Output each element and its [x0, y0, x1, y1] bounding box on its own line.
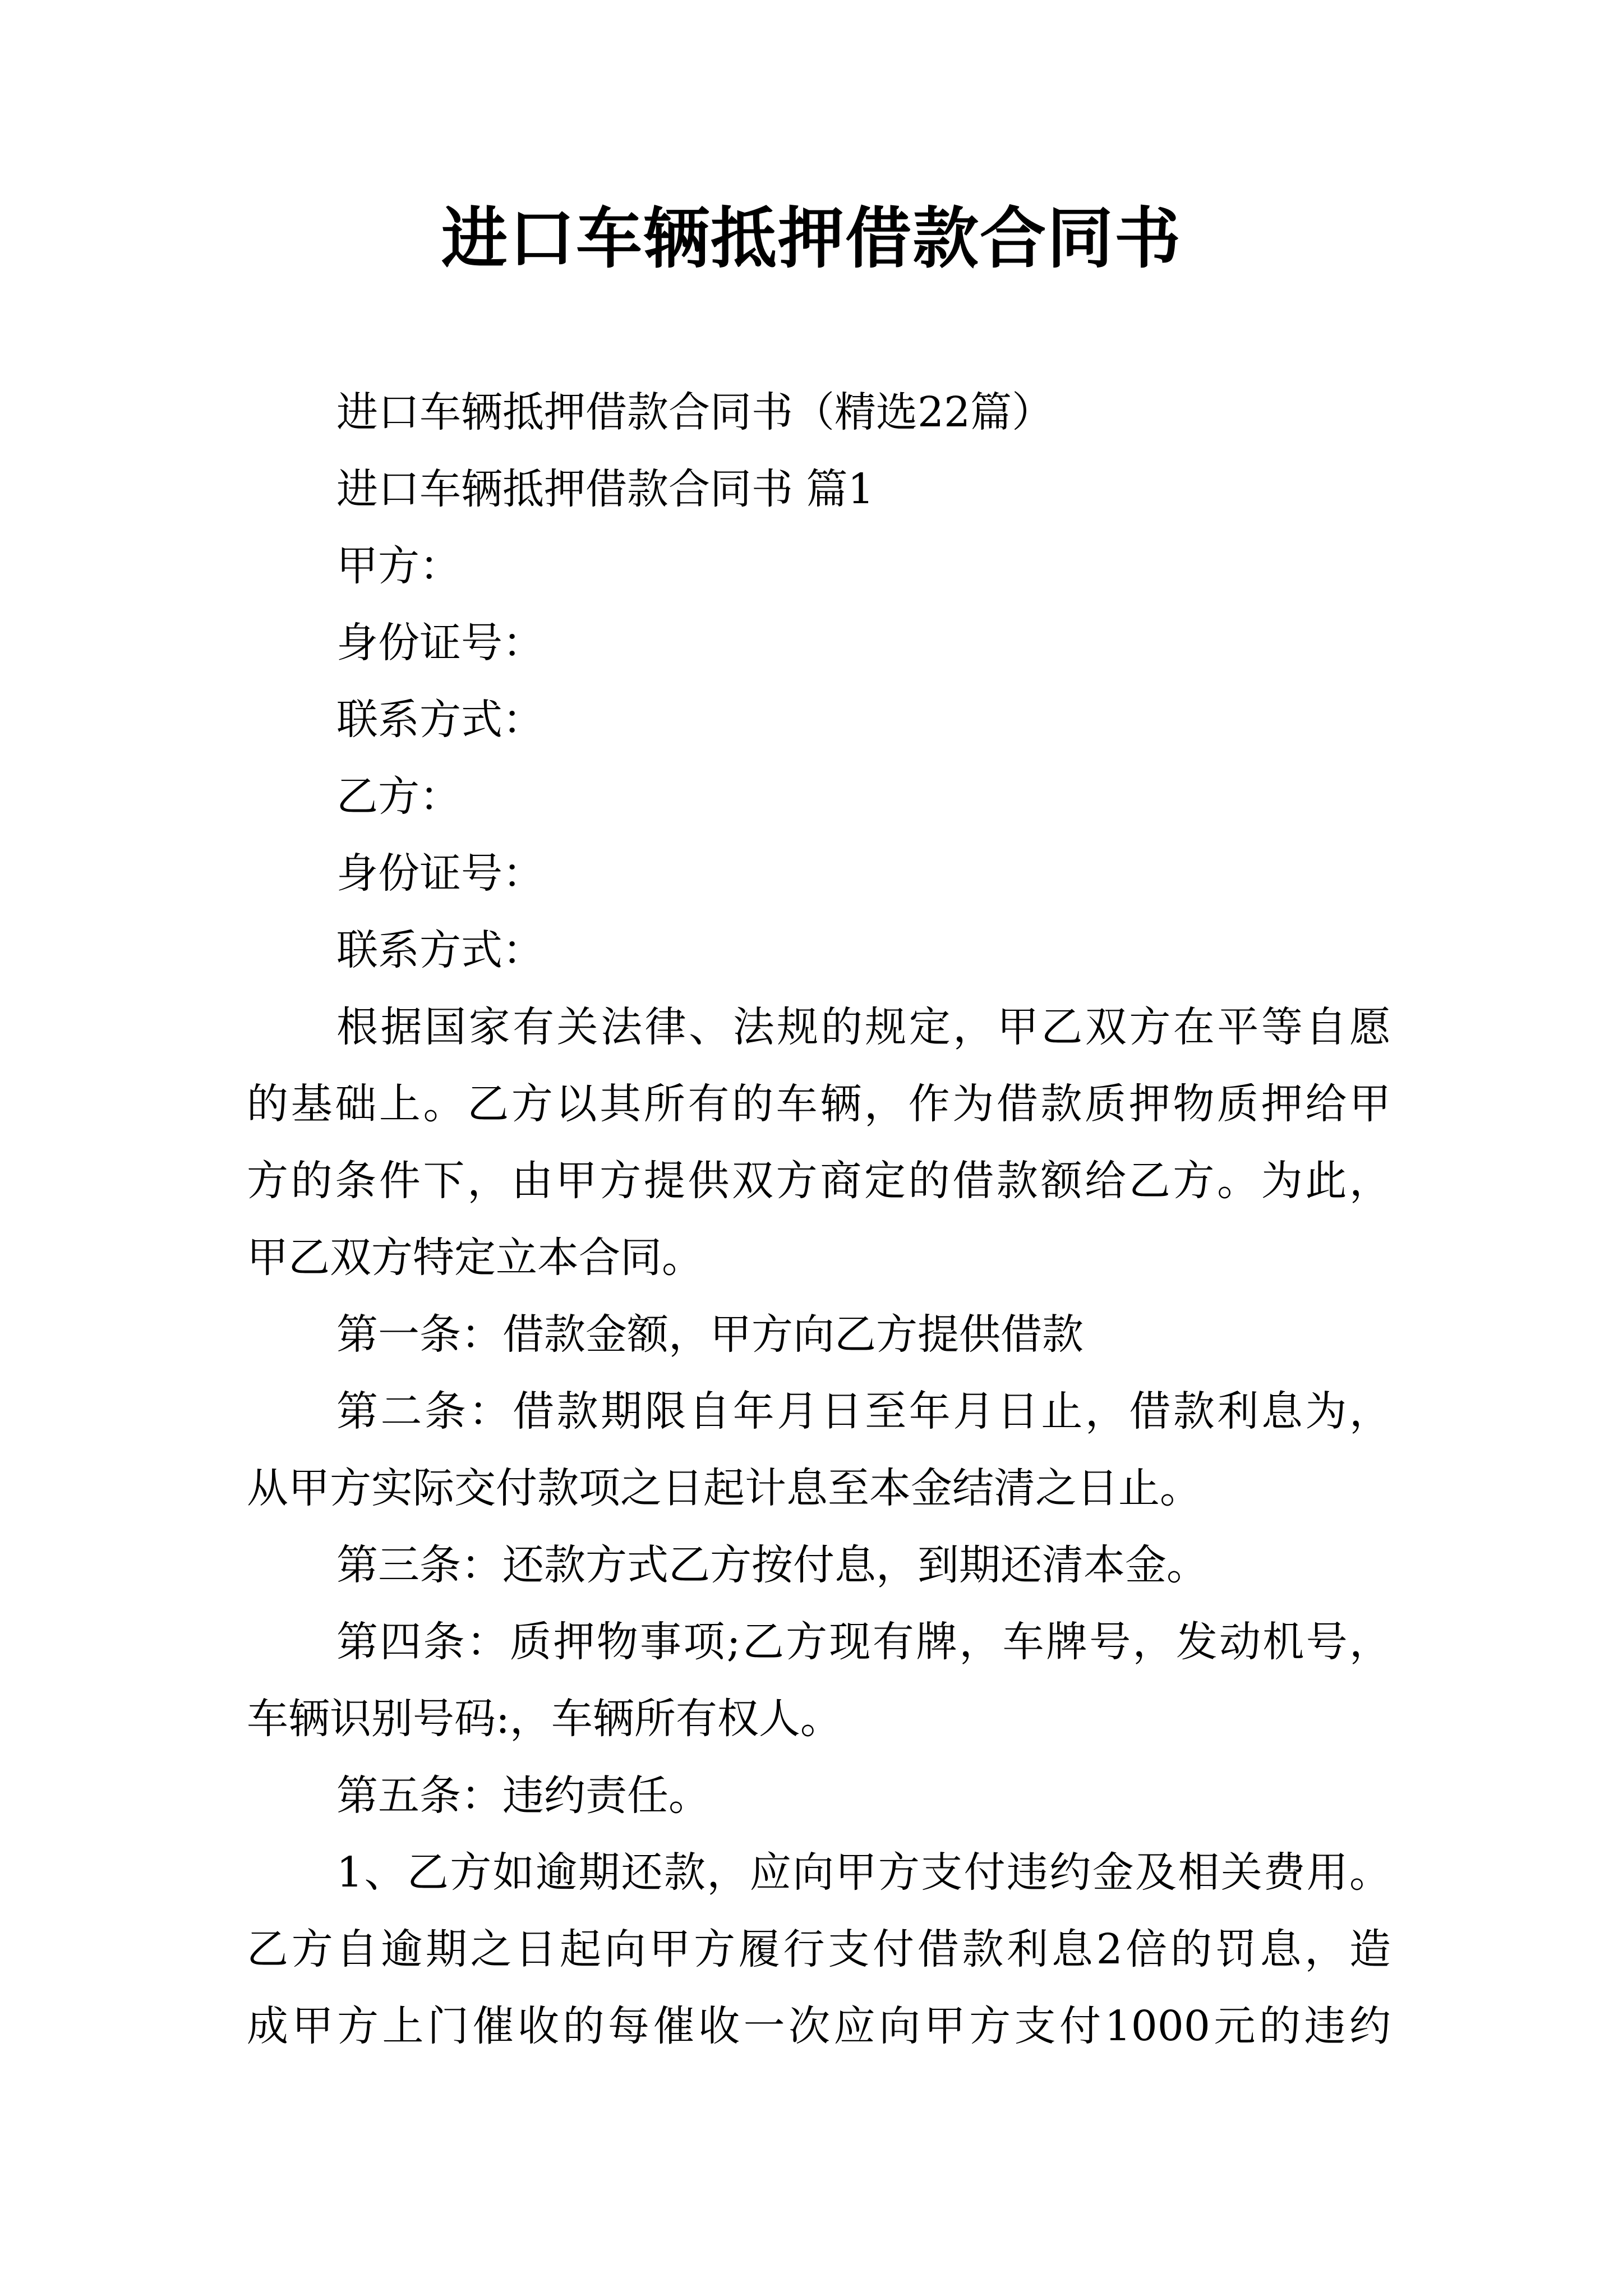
body-line: 联系方式：: [336, 926, 544, 974]
body-line: 的基础上。乙方以其所有的车辆，作为借款质押物质押给甲: [247, 1080, 1391, 1128]
body-line: 进口车辆抵押借款合同书（精选22篇）: [336, 388, 1054, 436]
body-line: 根据国家有关法律、法规的规定，甲乙双方在平等自愿: [336, 1003, 1391, 1051]
body-line: 乙方：: [336, 772, 461, 821]
body-line: 第二条：借款期限自年月日至年月日止，借款利息为，: [336, 1387, 1391, 1435]
body-line: 成甲方上门催收的每催收一次应向甲方支付1000元的违约: [247, 2002, 1391, 2050]
body-line: 从甲方实际交付款项之日起计息至本金结清之日止。: [247, 1464, 1201, 1512]
document-body: [247, 374, 1391, 2065]
body-line: 第四条：质押物事项;乙方现有牌，车牌号，发动机号，: [336, 1618, 1391, 1666]
body-line: 方的条件下，由甲方提供双方商定的借款额给乙方。为此，: [247, 1157, 1391, 1205]
body-line: 第五条：违约责任。: [336, 1772, 710, 1820]
body-line: 身份证号：: [336, 849, 544, 898]
body-line: 联系方式：: [336, 696, 544, 744]
body-line: 甲方：: [336, 542, 461, 590]
body-line: 身份证号：: [336, 619, 544, 667]
body-line: 进口车辆抵押借款合同书 篇1: [336, 465, 874, 513]
body-line: 第一条：借款金额，甲方向乙方提供借款: [336, 1310, 1083, 1359]
body-line: 甲乙双方特定立本合同。: [247, 1234, 703, 1282]
body-line: 第三条：还款方式乙方按付息，到期还清本金。: [336, 1541, 1208, 1589]
body-line: 车辆识别号码:，车辆所有权人。: [247, 1695, 842, 1743]
body-line: 乙方自逾期之日起向甲方履行支付借款利息2倍的罚息，造: [247, 1925, 1391, 1973]
body-line: 1、乙方如逾期还款，应向甲方支付违约金及相关费用。: [336, 1848, 1391, 1897]
document-title: 进口车辆抵押借款合同书: [441, 199, 1182, 277]
